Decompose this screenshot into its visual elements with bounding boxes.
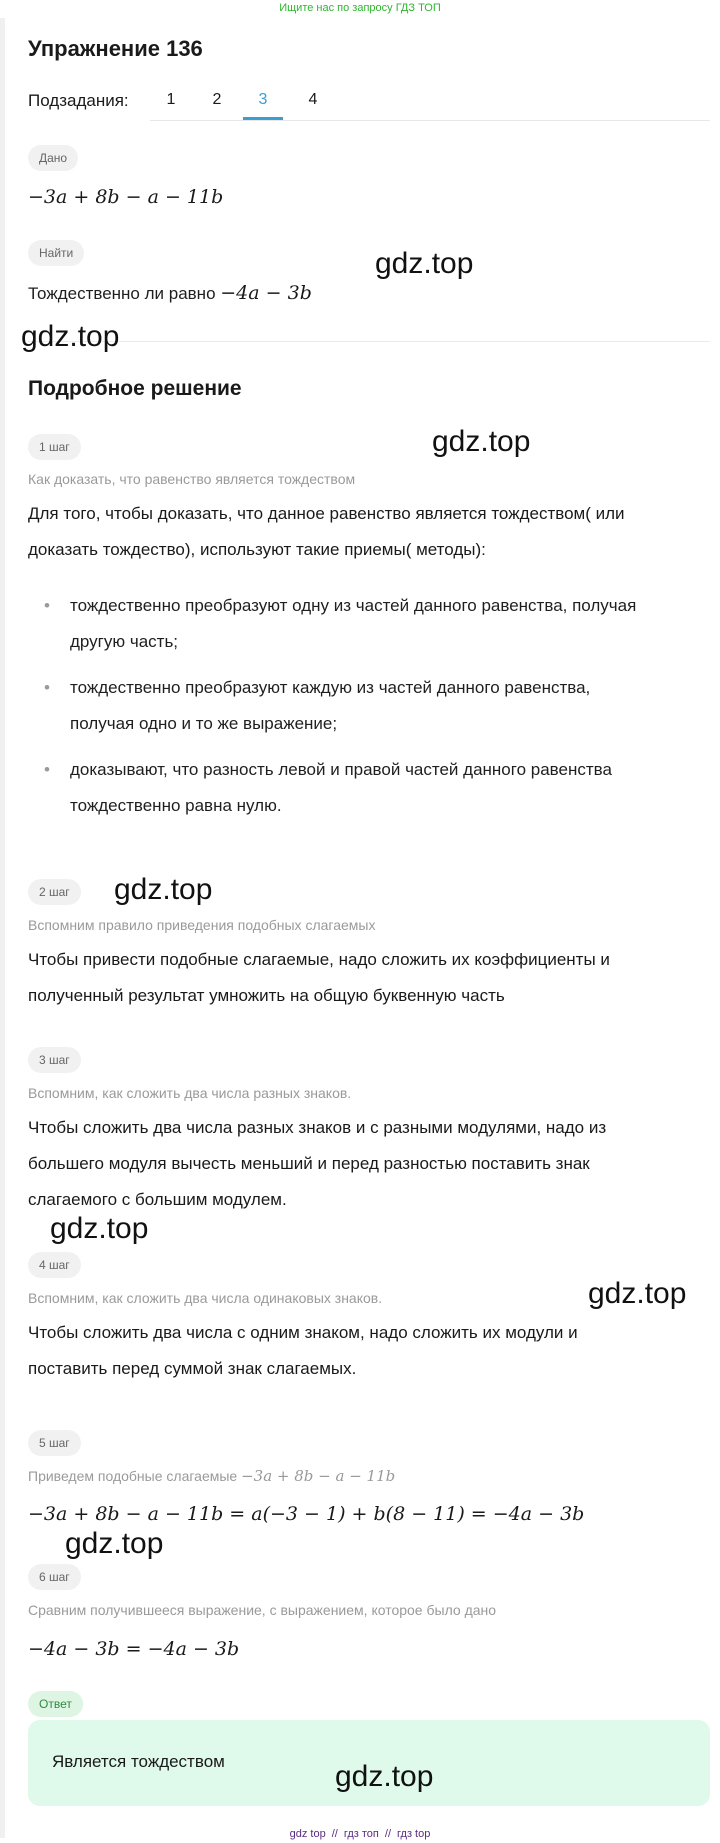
footer-links xyxy=(0,1826,720,1842)
step-1-chip: 1 шаг xyxy=(28,434,81,460)
watermark: gdz.top xyxy=(375,247,474,280)
step-3-text xyxy=(28,1110,708,1218)
bullet-3-line-2: тождественно равна нулю. xyxy=(70,796,282,815)
step-3-line-3: слагаемого с большим модулем. xyxy=(28,1190,287,1209)
given-expression: −3a + 8b − a − 11b xyxy=(28,186,224,208)
step-5-hint: Приведем подобные слагаемые xyxy=(28,1468,238,1484)
step-3-hint: Вспомним, как сложить два числа разных знаков. xyxy=(28,1085,352,1101)
step-1-text xyxy=(28,496,708,568)
find-text: Тождественно ли равно xyxy=(28,284,216,303)
bullet-item xyxy=(28,670,708,742)
step-2-line-1: Чтобы привести подобные слагаемые, надо сложить их коэффициенты и xyxy=(28,950,610,969)
footer-separator: // xyxy=(384,1828,392,1840)
step-3-chip: 3 шаг xyxy=(28,1047,81,1073)
step-6-chip: 6 шаг xyxy=(28,1564,81,1590)
bullet-1-line-1: • тождественно преобразуют одну из частей данного равенства, получая xyxy=(70,596,637,615)
step-2-line-2: полученный результат умножить на общую буквенную часть xyxy=(28,986,505,1005)
step-2-text xyxy=(28,942,708,1014)
find-expression: −4a − 3b xyxy=(220,282,312,304)
solution-title: Подробное решение xyxy=(28,377,242,400)
footer-separator: // xyxy=(331,1828,338,1840)
step-6-hint: Сравним получившееся выражение, с выражением, которое было дано xyxy=(28,1602,497,1618)
answer-text: Является тождеством xyxy=(52,1752,225,1771)
step-4-line-1: Чтобы сложить два числа с одним знаком, надо сложить их модули и xyxy=(28,1323,578,1342)
find-row xyxy=(28,282,312,304)
tabs-divider xyxy=(150,120,710,121)
page-title: Упражнение 136 xyxy=(28,36,203,61)
bullet-2-line-1: • тождественно преобразуют каждую из частей данного равенства, xyxy=(70,678,591,697)
step-4-line-2: поставить перед суммой знак слагаемых. xyxy=(28,1359,357,1378)
watermark: gdz.top xyxy=(114,873,213,906)
footer-link-2[interactable]: гдз топ xyxy=(343,1828,379,1840)
tab-subtask-2[interactable]: 2 xyxy=(212,91,222,108)
watermark: gdz.top xyxy=(50,1212,149,1245)
top-banner: Ищите нас по запросу ГДЗ ТОП xyxy=(279,2,441,14)
bullet-2-line-2: получая одно и то же выражение; xyxy=(70,714,338,733)
step-3-line-2: большего модуля вычесть меньший и перед разностью поставить знак xyxy=(28,1154,590,1173)
step-4-chip: 4 шаг xyxy=(28,1252,81,1278)
watermark: gdz.top xyxy=(65,1527,164,1560)
answer-chip: Ответ xyxy=(28,1691,83,1717)
active-tab-indicator xyxy=(243,117,283,120)
bullet-1-line-2: другую часть; xyxy=(70,632,179,651)
bullet-item xyxy=(28,752,708,824)
bullet-item xyxy=(28,588,708,660)
footer-link-3[interactable]: гдз top xyxy=(397,1828,431,1840)
step-1-line-2: доказать тождество), используют такие приемы( методы): xyxy=(28,540,486,559)
step-2-hint: Вспомним правило приведения подобных слагаемых xyxy=(28,917,376,933)
step-1-line-1: Для того, чтобы доказать, что данное равенство является тождеством( или xyxy=(28,504,625,523)
step-5-hint-expression: −3a + 8b − a − 11b xyxy=(241,1467,396,1485)
watermark: gdz.top xyxy=(21,320,120,353)
step-5-chip: 5 шаг xyxy=(28,1430,81,1456)
watermark: gdz.top xyxy=(432,425,531,458)
step-3-line-1: Чтобы сложить два числа разных знаков и с разными модулями, надо из xyxy=(28,1118,607,1137)
watermark: gdz.top xyxy=(588,1277,687,1310)
watermark: gdz.top xyxy=(335,1760,434,1793)
subtasks-label: Подзадания: xyxy=(28,91,129,110)
step-2-chip: 2 шаг xyxy=(28,879,81,905)
step-4-hint: Вспомним, как сложить два числа одинаковых знаков. xyxy=(28,1290,383,1306)
step-5-hint-row xyxy=(28,1467,395,1485)
tab-subtask-3[interactable]: 3 xyxy=(258,91,268,108)
step-1-bullets xyxy=(28,588,708,834)
tab-subtask-1[interactable]: 1 xyxy=(166,91,176,108)
footer-link-1[interactable]: gdz top xyxy=(289,1828,326,1840)
step-1-hint: Как доказать, что равенство является тождеством xyxy=(28,471,356,487)
left-border xyxy=(0,18,5,1838)
tab-subtask-4[interactable]: 4 xyxy=(308,91,318,108)
bullet-3-line-1: • доказывают, что разность левой и правой частей данного равенства xyxy=(70,760,612,779)
step-5-math: −3a + 8b − a − 11b = a(−3 − 1) + b(8 − 11) = −4a − 3b xyxy=(28,1503,585,1525)
section-divider xyxy=(28,341,710,342)
step-4-text xyxy=(28,1315,708,1387)
given-chip: Дано xyxy=(28,145,78,171)
find-chip: Найти xyxy=(28,240,84,266)
step-6-math: −4a − 3b = −4a − 3b xyxy=(28,1638,240,1660)
